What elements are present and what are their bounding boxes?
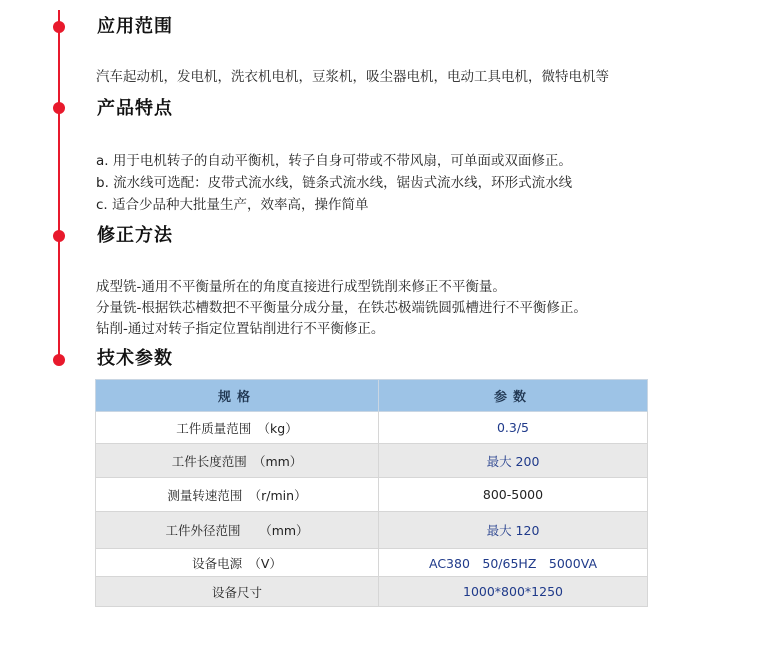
- table-cell-value: AC380 50/65HZ 5000VA: [379, 549, 648, 577]
- section-title-specs: 技术参数: [97, 348, 173, 369]
- table-row: [96, 512, 648, 549]
- correction-line-2: 分量铣-根据铁芯槽数把不平衡量分成分量，在铁芯极端铣圆弧槽进行不平衡修正。: [96, 300, 587, 316]
- timeline-dot: [53, 21, 65, 33]
- timeline-dot: [53, 102, 65, 114]
- correction-line-1: 成型铣-通用不平衡量所在的角度直接进行成型铣削来修正不平衡量。: [96, 279, 506, 295]
- table-cell-value: 1000*800*1250: [379, 577, 648, 607]
- application-text: 汽车起动机，发电机，洗衣机电机，豆浆机，吸尘器电机，电动工具电机，微特电机等: [96, 69, 609, 85]
- timeline-line: [58, 10, 60, 364]
- table-cell-value: 800-5000: [379, 478, 648, 512]
- feature-line-a: a. 用于电机转子的自动平衡机，转子自身可带或不带风扇，可单面或双面修正。: [96, 153, 572, 169]
- table-header-row: [96, 380, 648, 412]
- spec-table: [95, 379, 648, 607]
- table-cell-value: 0.3/5: [379, 412, 648, 444]
- table-cell-spec: 设备尺寸: [96, 577, 379, 607]
- table-cell-spec: 工件外径范围 （mm）: [96, 512, 379, 549]
- table-cell-spec: 测量转速范围 （r/min）: [96, 478, 379, 512]
- table-cell-value: 最大 120: [379, 512, 648, 549]
- feature-line-b: b. 流水线可选配：皮带式流水线，链条式流水线，锯齿式流水线，环形式流水线: [96, 175, 573, 191]
- section-title-application: 应用范围: [97, 16, 173, 37]
- table-cell-value: 最大 200: [379, 444, 648, 478]
- table-cell-spec: 工件质量范围 （kg）: [96, 412, 379, 444]
- table-cell-spec: 工件长度范围 （mm）: [96, 444, 379, 478]
- table-row: [96, 412, 648, 444]
- correction-line-3: 钻削-通过对转子指定位置钻削进行不平衡修正。: [96, 321, 385, 337]
- feature-line-c: c. 适合少品种大批量生产，效率高，操作简单: [96, 197, 369, 213]
- table-cell-spec: 设备电源 （V）: [96, 549, 379, 577]
- table-row: [96, 549, 648, 577]
- timeline-dot: [53, 354, 65, 366]
- table-header-spec: 规格: [96, 380, 379, 412]
- table-row: [96, 478, 648, 512]
- section-title-features: 产品特点: [97, 98, 173, 119]
- section-title-correction: 修正方法: [97, 225, 173, 246]
- table-header-value: 参数: [379, 380, 648, 412]
- table-row: [96, 577, 648, 607]
- timeline-dot: [53, 230, 65, 242]
- table-row: [96, 444, 648, 478]
